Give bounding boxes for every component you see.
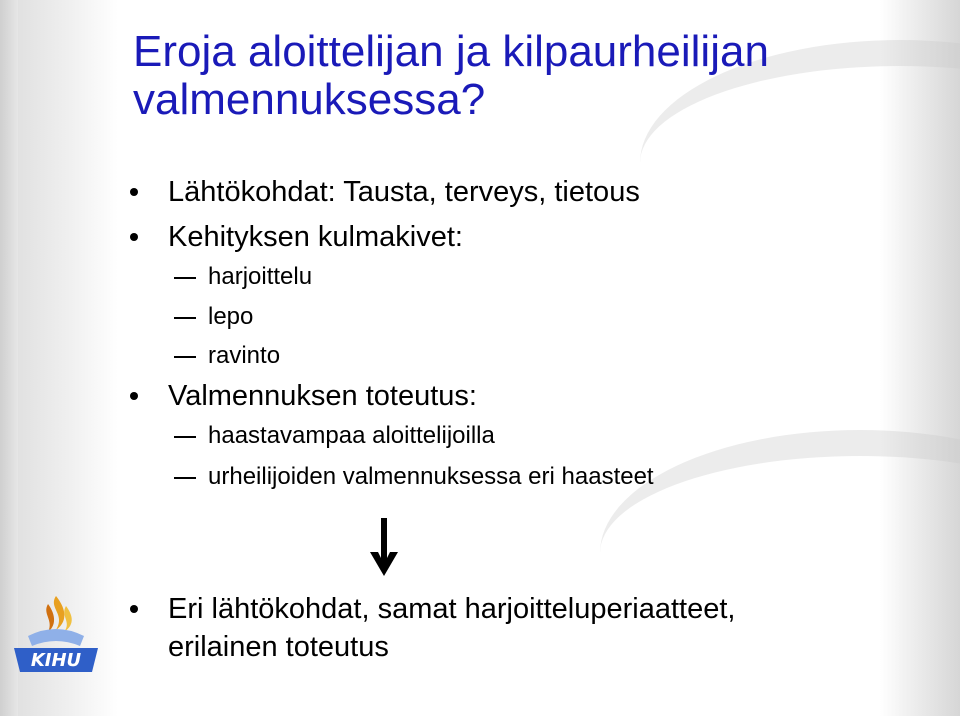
bullet-conclusion-line1: Eri lähtökohdat, samat harjoitteluperiaatteet,: [168, 593, 736, 625]
bullet-starting-points: Lähtökohdat: Tausta, terveys, tietous: [168, 176, 640, 208]
sub-item-challenging-beginners: haastavampaa aloittelijoilla: [208, 422, 495, 449]
conclusion-line2: erilainen toteutus: [168, 631, 389, 663]
sub-item-training: harjoittelu: [208, 263, 313, 290]
sub-item-rest: lepo: [208, 303, 254, 330]
bullet-implementation: Valmennuksen toteutus:: [168, 380, 477, 412]
kihu-logo: [8, 592, 104, 676]
sub-item-nutrition: ravinto: [208, 342, 281, 369]
bullet-cornerstones: Kehityksen kulmakivet:: [168, 221, 463, 253]
slide-title: Eroja aloittelijan ja kilpaurheilijan valmennuksessa?: [133, 27, 769, 124]
sub-item-athlete-challenges: urheilijoiden valmennuksessa eri haasteet: [208, 463, 654, 490]
background-swoosh: [600, 430, 960, 676]
logo-text: KIHU: [30, 650, 82, 671]
down-arrow-icon: [366, 518, 402, 578]
